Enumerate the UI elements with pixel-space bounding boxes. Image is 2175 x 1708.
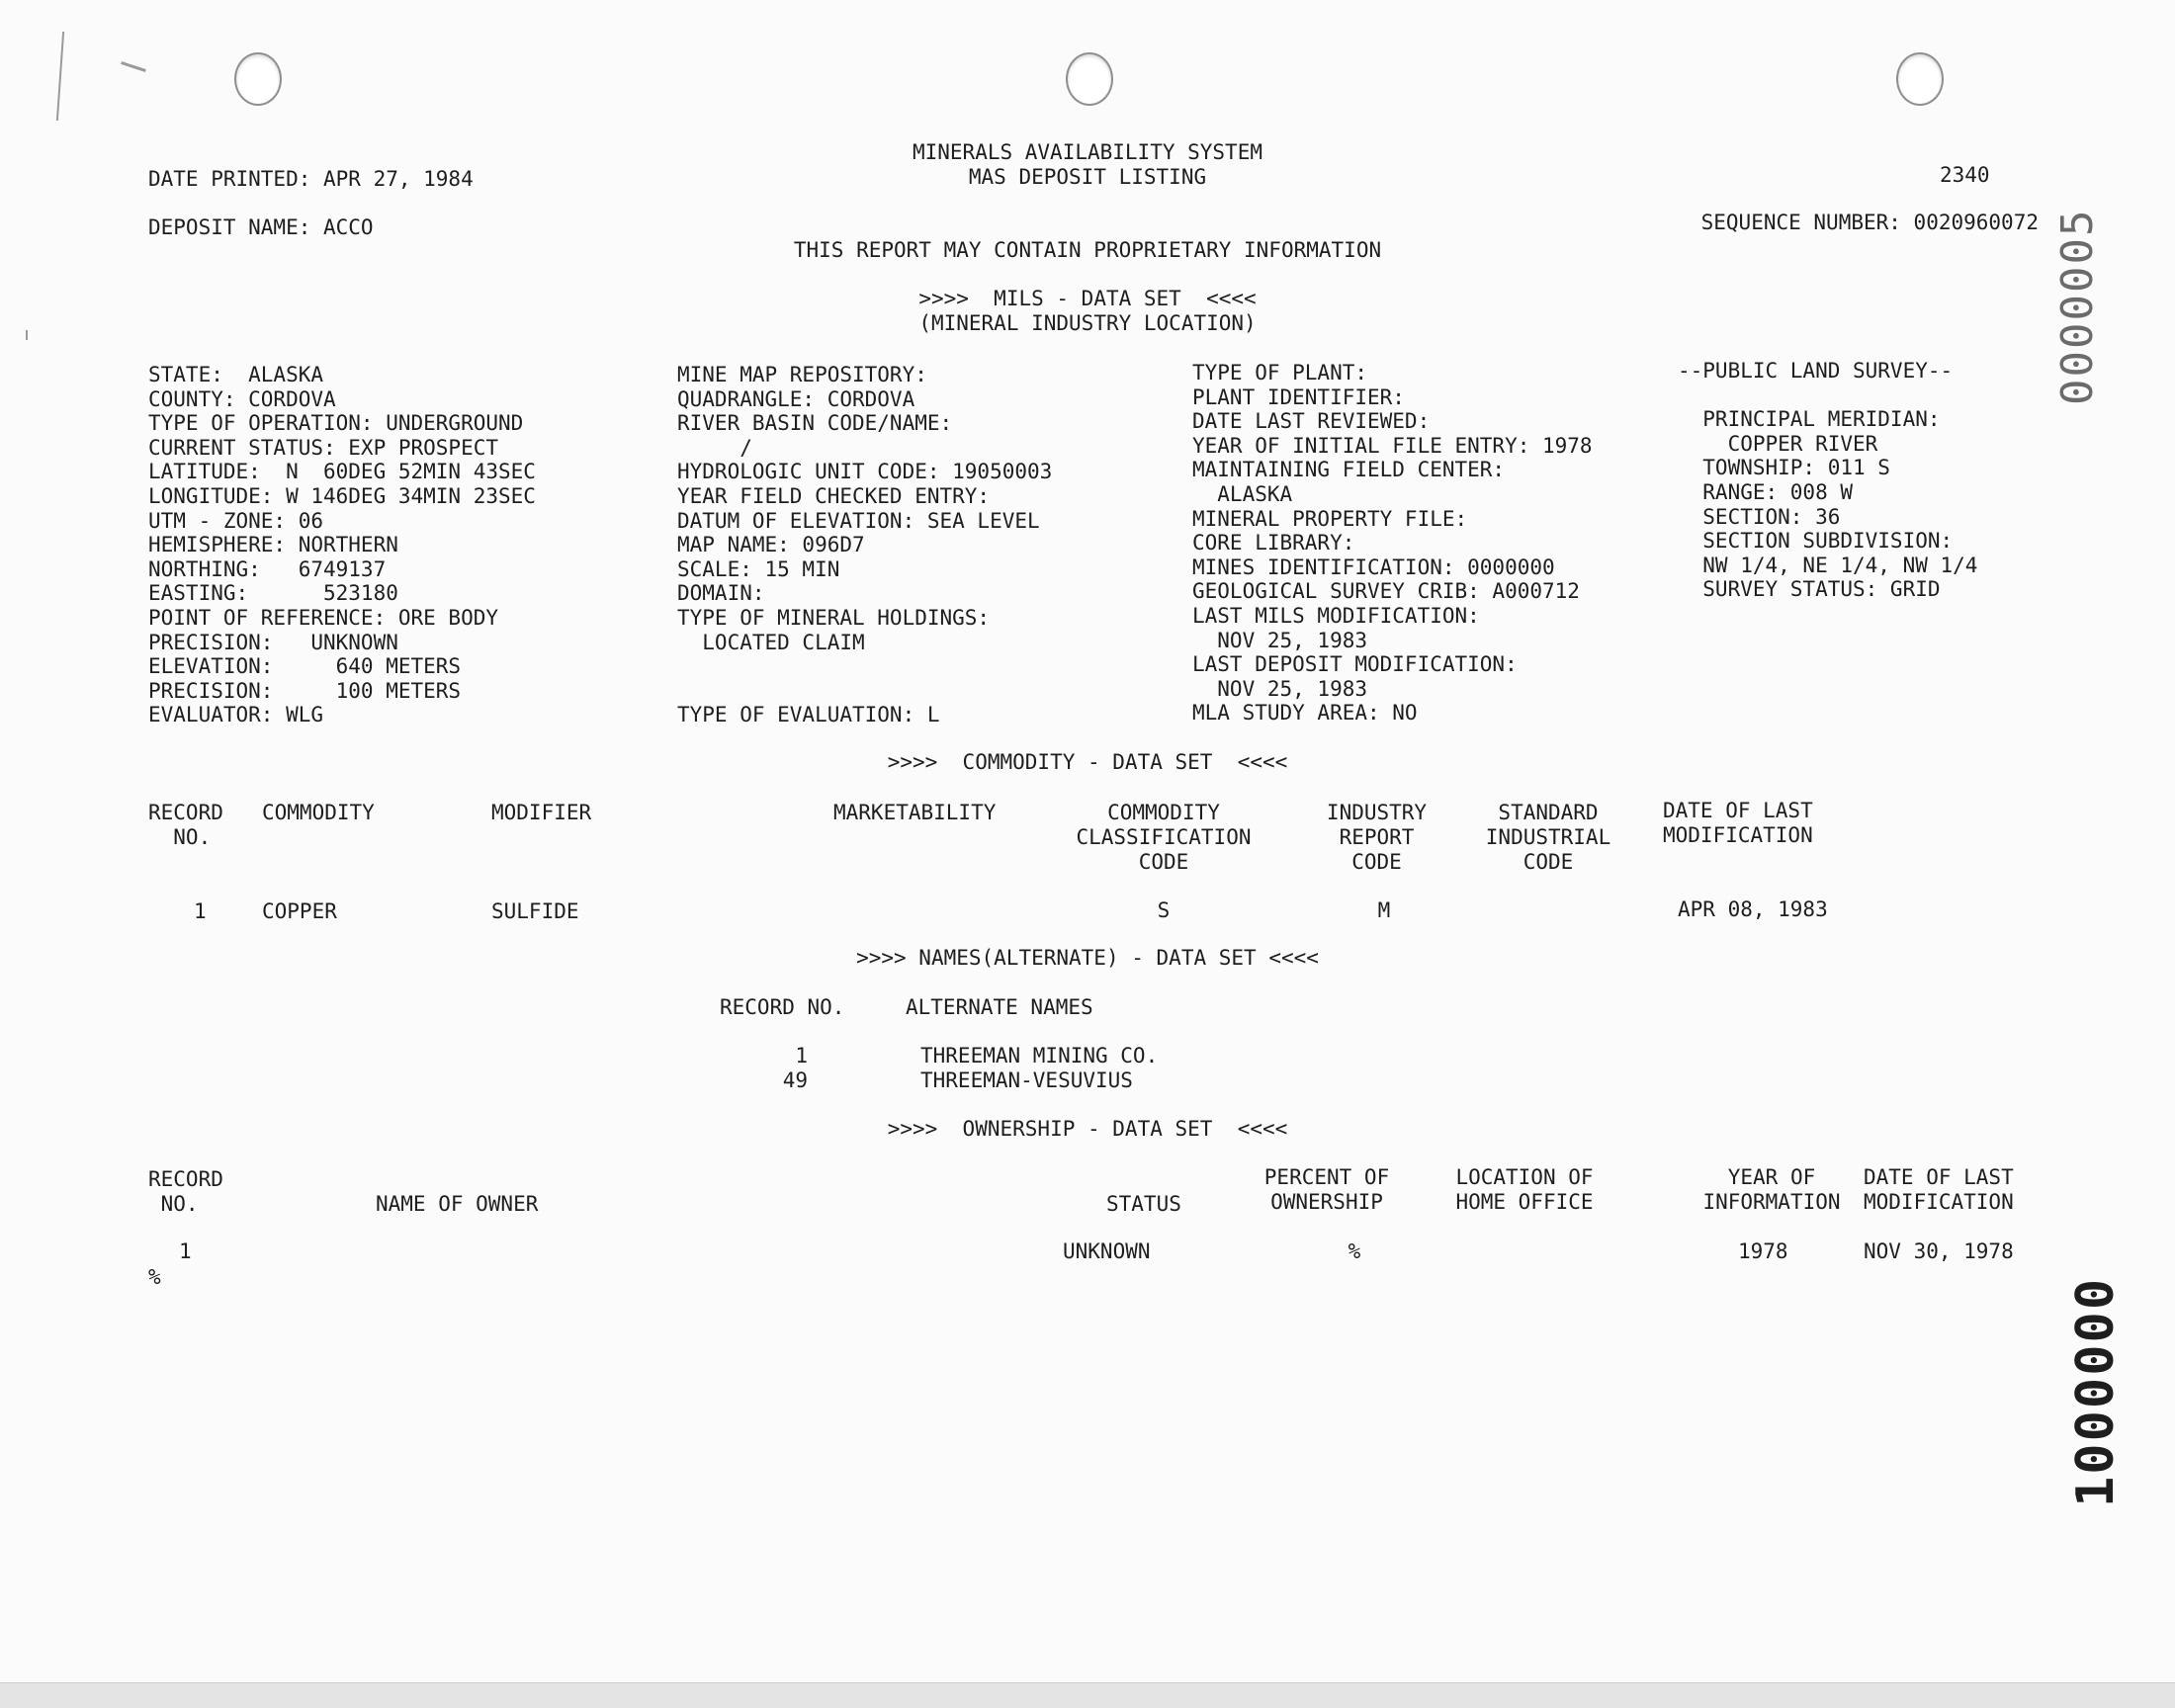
field-line: QUADRANGLE: CORDOVA xyxy=(677,386,915,411)
ownership-header-status: STATUS xyxy=(1106,1192,1181,1216)
field-line: TYPE OF PLANT: xyxy=(1192,361,1368,384)
field-line: CORE LIBRARY: xyxy=(1192,531,1355,555)
commodity-header-commodity: COMMODITY xyxy=(262,801,375,824)
field-line: CURRENT STATUS: EXP PROSPECT xyxy=(148,435,499,460)
field-line: EVALUATOR: WLG xyxy=(148,703,324,727)
ownership-record: 1 xyxy=(179,1239,192,1263)
field-line: COUNTY: CORDOVA xyxy=(148,386,336,411)
commodity-header-classification: COMMODITY CLASSIFICATION CODE xyxy=(1076,801,1252,874)
ownership-header-date: DATE OF LAST MODIFICATION xyxy=(1864,1165,2014,1214)
ownership-section-title: >>>> OWNERSHIP - DATA SET <<<< xyxy=(887,1117,1288,1141)
ownership-header-record: RECORD NO. xyxy=(148,1167,223,1216)
field-line: TYPE OF OPERATION: UNDERGROUND xyxy=(148,411,524,436)
ownership-note: % xyxy=(148,1265,161,1289)
field-line: MAINTAINING FIELD CENTER: xyxy=(1192,458,1506,482)
field-line: HEMISPHERE: NORTHERN xyxy=(148,533,398,557)
field-line: SECTION: 36 xyxy=(1678,504,1841,529)
mils-section-subtitle: (MINERAL INDUSTRY LOCATION) xyxy=(918,311,1257,335)
field-line: YEAR FIELD CHECKED ENTRY: xyxy=(677,484,991,508)
commodity-industry-code: M xyxy=(1377,898,1391,922)
field-line: MINERAL PROPERTY FILE: xyxy=(1192,506,1468,531)
deposit-name: DEPOSIT NAME: ACCO xyxy=(148,215,374,239)
binder-hole-right xyxy=(1896,52,1944,106)
field-line: DATE LAST REVIEWED: xyxy=(1192,409,1431,434)
alternate-name-record: 1 xyxy=(795,1044,808,1068)
ownership-header-percent: PERCENT OF OWNERSHIP xyxy=(1263,1165,1390,1214)
commodity-classification: S xyxy=(1157,898,1171,922)
ownership-header-owner: NAME OF OWNER xyxy=(376,1192,539,1216)
names-header-names: ALTERNATE NAMES xyxy=(906,995,1093,1019)
pencil-mark xyxy=(56,32,64,121)
field-line: MINES IDENTIFICATION: 0000000 xyxy=(1192,555,1555,579)
binder-hole-left xyxy=(234,52,282,106)
field-line: / xyxy=(677,435,752,460)
field-line: LAST MILS MODIFICATION: xyxy=(1192,604,1480,628)
field-line: PRECISION: 100 METERS xyxy=(148,678,462,703)
alternate-name: THREEMAN MINING CO. xyxy=(920,1044,1159,1068)
field-line: STATE: ALASKA xyxy=(148,363,324,386)
commodity-header-industry: INDUSTRY REPORT CODE xyxy=(1326,801,1428,874)
ownership-date: NOV 30, 1978 xyxy=(1864,1239,2014,1263)
commodity-header-sic: STANDARD INDUSTRIAL CODE xyxy=(1485,801,1611,874)
field-line: TYPE OF MINERAL HOLDINGS: xyxy=(677,606,991,630)
proprietary-notice: THIS REPORT MAY CONTAIN PROPRIETARY INFORMATION xyxy=(793,238,1382,262)
field-line: TYPE OF EVALUATION: L xyxy=(677,703,940,727)
field-line: DOMAIN: xyxy=(677,581,765,606)
names-section-title: >>>> NAMES(ALTERNATE) - DATA SET <<<< xyxy=(856,946,1319,970)
commodity-date: APR 08, 1983 xyxy=(1678,897,1828,921)
field-line: LATITUDE: N 60DEG 52MIN 43SEC xyxy=(148,460,536,484)
field-line: COPPER RIVER xyxy=(1678,431,1878,456)
field-line: LOCATED CLAIM xyxy=(677,630,865,654)
alternate-name-record: 49 xyxy=(782,1068,808,1092)
alternate-name: THREEMAN-VESUVIUS xyxy=(920,1068,1133,1092)
field-line: DATUM OF ELEVATION: SEA LEVEL xyxy=(677,508,1040,533)
field-line: TOWNSHIP: 011 S xyxy=(1678,456,1890,480)
field-line: LONGITUDE: W 146DEG 34MIN 23SEC xyxy=(148,484,536,508)
field-line: NOV 25, 1983 xyxy=(1192,676,1368,701)
field-line: SECTION SUBDIVISION: xyxy=(1678,529,1954,554)
field-line: PRINCIPAL MERIDIAN: xyxy=(1678,407,1941,432)
ownership-year: 1978 xyxy=(1738,1239,1788,1263)
commodity-header-date: DATE OF LAST MODIFICATION xyxy=(1663,799,1813,847)
field-line: MAP NAME: 096D7 xyxy=(677,533,865,557)
field-line: ELEVATION: 640 METERS xyxy=(148,654,462,679)
page-number: 2340 xyxy=(1940,163,1990,187)
mils-section-title: >>>> MILS - DATA SET <<<< xyxy=(918,287,1257,310)
commodity-section-title: >>>> COMMODITY - DATA SET <<<< xyxy=(887,750,1288,774)
pencil-mark xyxy=(26,330,28,340)
field-line: UTM - ZONE: 06 xyxy=(148,508,324,533)
field-line: NORTHING: 6749137 xyxy=(148,556,387,581)
field-line: GEOLOGICAL SURVEY CRIB: A000712 xyxy=(1192,579,1580,604)
ownership-header-year: YEAR OF INFORMATION xyxy=(1702,1165,1841,1214)
field-line: RANGE: 008 W xyxy=(1678,480,1854,504)
commodity-name: COPPER xyxy=(262,899,337,923)
field-line: MINE MAP REPOSITORY: xyxy=(677,363,927,386)
commodity-header-record: RECORD NO. xyxy=(148,801,223,849)
commodity-record: 1 xyxy=(194,899,207,923)
field-line: HYDROLOGIC UNIT CODE: 19050003 xyxy=(677,460,1053,484)
field-line: NOV 25, 1983 xyxy=(1192,628,1368,652)
commodity-modifier: SULFIDE xyxy=(491,899,579,923)
field-line: RIVER BASIN CODE/NAME: xyxy=(677,411,953,436)
listing-title: MAS DEPOSIT LISTING xyxy=(968,165,1207,189)
binder-hole-center xyxy=(1066,52,1113,106)
pencil-mark xyxy=(121,61,146,72)
field-line: SCALE: 15 MIN xyxy=(677,556,840,581)
field-line: LAST DEPOSIT MODIFICATION: xyxy=(1192,652,1518,677)
names-header-record: RECORD NO. xyxy=(720,995,845,1019)
archive-stamp-top: 0000005 xyxy=(2052,208,2103,405)
field-line: EASTING: 523180 xyxy=(148,581,398,606)
field-line: NW 1/4, NE 1/4, NW 1/4 xyxy=(1678,553,1978,577)
ownership-status: UNKNOWN xyxy=(1063,1239,1151,1263)
commodity-header-modifier: MODIFIER xyxy=(491,801,592,824)
field-line: POINT OF REFERENCE: ORE BODY xyxy=(148,606,499,630)
field-line: --PUBLIC LAND SURVEY-- xyxy=(1678,359,1954,383)
ownership-percent: % xyxy=(1348,1239,1361,1263)
field-line: YEAR OF INITIAL FILE ENTRY: 1978 xyxy=(1192,433,1593,458)
system-title: MINERALS AVAILABILITY SYSTEM xyxy=(912,140,1262,164)
field-line: PRECISION: UNKNOWN xyxy=(148,630,398,654)
field-line: ALASKA xyxy=(1192,482,1293,506)
ownership-header-location: LOCATION OF HOME OFFICE xyxy=(1455,1165,1594,1214)
field-line: MLA STUDY AREA: NO xyxy=(1192,701,1418,726)
field-line: PLANT IDENTIFIER: xyxy=(1192,384,1405,409)
commodity-header-marketability: MARKETABILITY xyxy=(833,801,997,824)
field-line: SURVEY STATUS: GRID xyxy=(1678,577,1941,602)
archive-stamp-bottom: 1000000 xyxy=(2066,1276,2126,1507)
sequence-number: SEQUENCE NUMBER: 0020960072 xyxy=(1700,211,2039,234)
date-printed: DATE PRINTED: APR 27, 1984 xyxy=(148,167,474,191)
